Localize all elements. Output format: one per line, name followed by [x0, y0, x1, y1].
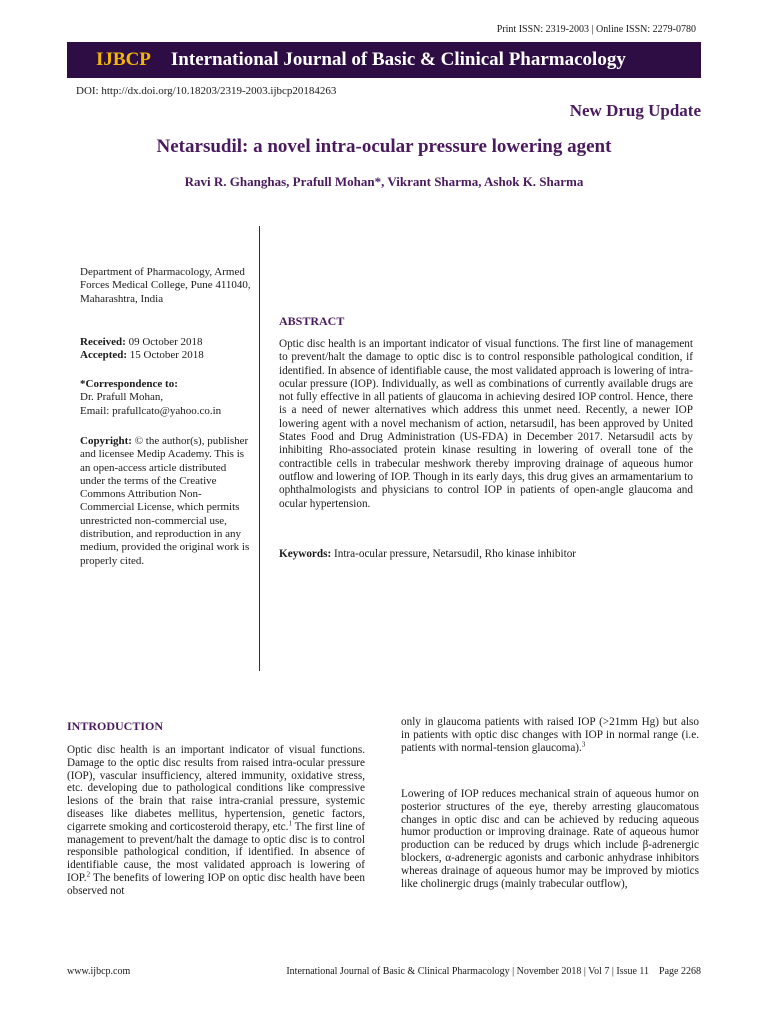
- issn-line: Print ISSN: 2319-2003 | Online ISSN: 2279-0780: [496, 24, 696, 35]
- copyright-label: Copyright:: [80, 435, 132, 447]
- abstract-heading: ABSTRACT: [279, 314, 345, 328]
- keywords-label: Keywords:: [279, 548, 332, 560]
- journal-name: International Journal of Basic & Clinical Pharmacology: [170, 49, 626, 70]
- received-value: 09 October 2018: [125, 336, 203, 348]
- introduction-heading: INTRODUCTION: [67, 719, 164, 733]
- intro-right-paragraph-1: [401, 716, 699, 754]
- received-date: [80, 336, 252, 349]
- reference-2[interactable]: 2: [86, 870, 91, 879]
- correspondence-name: Dr. Prafull Mohan,: [80, 391, 164, 404]
- received-label: Received:: [80, 336, 126, 348]
- intro-left-paragraph: [67, 744, 365, 898]
- footer-page-number: Page 2268: [659, 966, 701, 977]
- correspondence-label: *Correspondence to:: [80, 378, 178, 390]
- accepted-value: 15 October 2018: [127, 349, 204, 362]
- intro-left-text-b: The first line of management to prevent/halt the damage to optic disc is to control responsible pathological condition, if identified. In absence of identifiable cause, the most validated approach is lowering of IOP.: [67, 820, 365, 884]
- reference-3[interactable]: 3: [581, 739, 586, 748]
- affiliation: [80, 266, 252, 306]
- accepted-date: [80, 349, 252, 362]
- reference-1[interactable]: 1: [288, 819, 292, 828]
- copyright-text: © the author(s), publisher and licensee Medip Academy. This is an open-access article distributed under the terms of the Creative Commons Attribution Non-Commercial License, which permits unrestricted non-commercial use, distribution, and reproduction in any medium, provided the original work is properly cited.: [80, 435, 250, 567]
- article-category: New Drug Update: [569, 101, 701, 120]
- correspondence-email[interactable]: Email: prafullcato@yahoo.co.in: [80, 404, 222, 417]
- journal-banner: [67, 42, 701, 78]
- page-footer: [67, 966, 701, 977]
- abstract-text: Optic disc health is an important indicator of visual functions. The first line of management to prevent/halt the damage to optic disc is to control responsible pathological condition, if identified. In absence of identifiable cause, the most validated approach is lowering of intra-ocular pressure (IOP). Individually, as well as combinations of currently available drugs are not fully effective in all patients of glaucoma in achieving desired IOP control. Hence, there is a need of newer alternatives which address this unmet need. Recently, a newer IOP lowering agent with a novel mechanism of action, netarsudil, has been approved by United States Food and Drug Administration (US-FDA) in December 2017. Netarsudil acts by inhibiting Rho-associated protein kinase resulting in lowering of overall tone of the contractible cells in trabecular meshwork thereby improving drainage of aqueous humor outflow and lowering of IOP. Though in its early days, this drug gives an armamentarium to ophthalmologists and physicians to control IOP in patients of open-angle glaucoma and ocular hypertension.: [279, 338, 693, 510]
- correspondence: [80, 378, 252, 418]
- intro-left-text-c: The benefits of lowering IOP on optic disc health have been observed not: [67, 871, 365, 897]
- keywords: [279, 548, 693, 561]
- footer-website[interactable]: www.ijbcp.com: [67, 966, 131, 977]
- intro-left-text-a: Optic disc health is an important indicator of visual functions. Damage to the optic disc results from raised intra-ocular pressure (IOP), vascular insufficiency, altered immunity, oxidative stress, etc. developing due to pathological conditions like compressive lesions of the brain that raise intra-cranial pressure, systemic diseases like diabetes mellitus, hypertension, genetic factors, cigarrete smoking and corticosteroid therapy, etc.: [67, 744, 365, 833]
- doi-link[interactable]: DOI: http://dx.doi.org/10.18203/2319-2003.ijbcp20184263: [76, 85, 337, 97]
- footer-citation: International Journal of Basic & Clinical Pharmacology | November 2018 | Vol 7 | Issue 11: [286, 966, 650, 977]
- copyright-notice: [80, 435, 252, 568]
- article-dates: [80, 336, 252, 363]
- column-divider: [259, 226, 260, 671]
- article-authors: Ravi R. Ghanghas, Prafull Mohan*, Vikrant Sharma, Ashok K. Sharma: [184, 174, 584, 189]
- intro-right-paragraph-2: Lowering of IOP reduces mechanical strain of aqueous humor on posterior structures of the eye, thereby arresting glaucomatous changes in optic disc and can be achieved by reducing aqueous humor production or improving drainage. Rate of aqueous humor production can be reduced by drugs which include β-adrenergic blockers, α-adrenergic agonists and carbonic anhydrase inhibitors whereas drainage of aqueous humor may be improved by miotics like cholinergic drugs (mainly trabecular outflow),: [401, 788, 699, 890]
- journal-abbreviation: IJBCP: [96, 49, 151, 70]
- keywords-text: Intra-ocular pressure, Netarsudil, Rho kinase inhibitor: [331, 548, 577, 560]
- article-title: Netarsudil: a novel intra-ocular pressure lowering agent: [156, 136, 612, 157]
- affiliation-text: Department of Pharmacology, Armed Forces Medical College, Pune 411040, Maharashtra, India: [80, 266, 251, 305]
- intro-right-text-1: only in glaucoma patients with raised IOP (>21mm Hg) but also in patients with optic disc changes with IOP in normal range (i.e. patients with normal-tension glaucoma).: [401, 716, 699, 754]
- accepted-label: Accepted:: [80, 349, 128, 362]
